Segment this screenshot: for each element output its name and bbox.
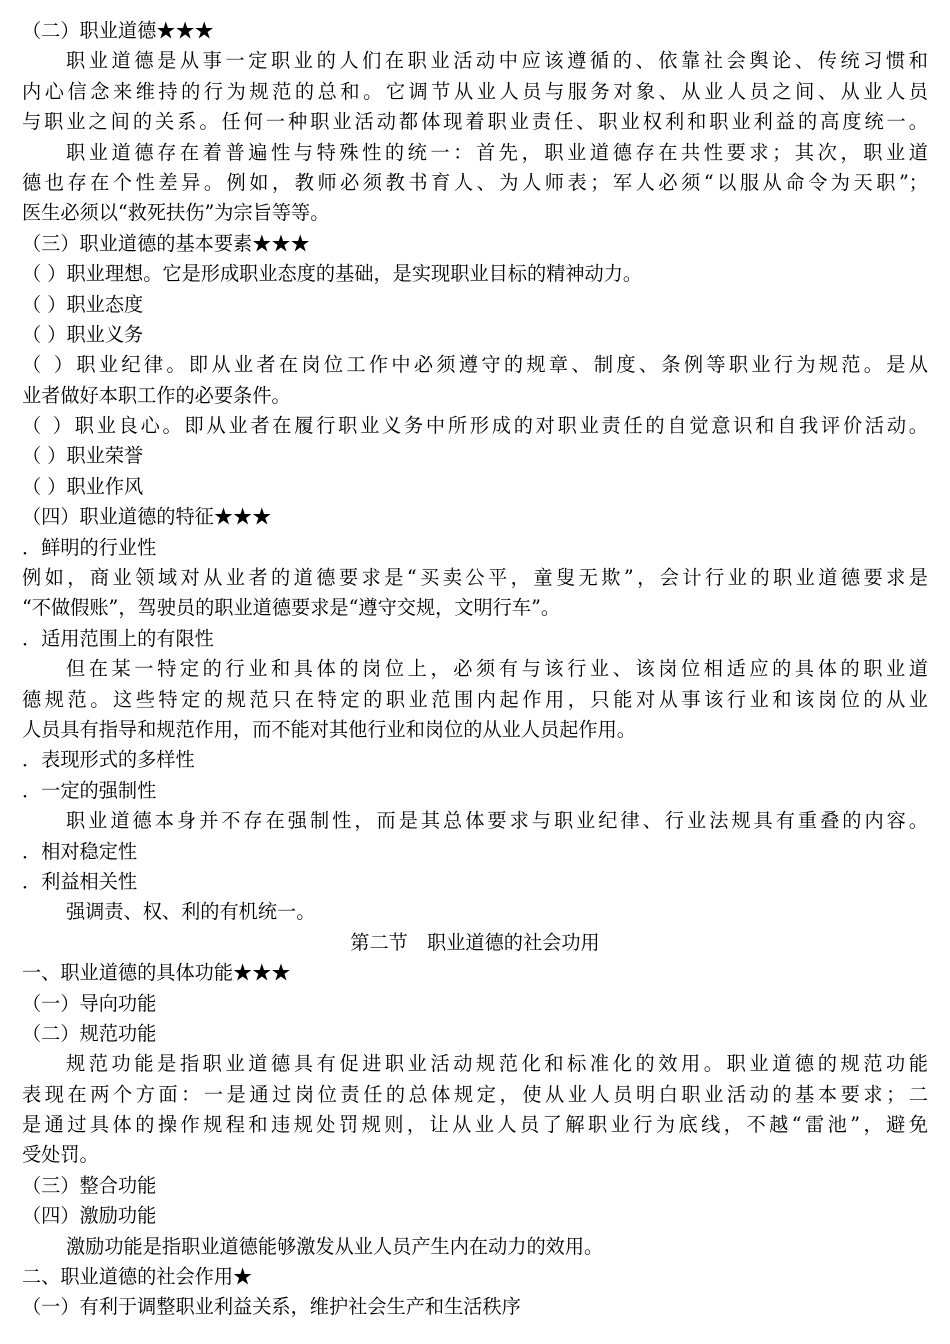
text-line: ．适用范围上的有限性: [22, 626, 214, 650]
text-line: 例如，商业领域对从业者的道德要求是“买卖公平，童叟无欺”，会计行业的职业道德要求是: [22, 566, 928, 590]
text-line: 一、职业道德的具体功能★★★: [22, 961, 291, 985]
text-line: “不做假账”，驾驶员的职业道德要求是“遵守交规，文明行车”。: [22, 596, 561, 620]
text-line: 业者做好本职工作的必要条件。: [22, 383, 291, 407]
text-line: 强调责、权、利的有机统一。: [66, 900, 316, 924]
text-line: 内心信念来维持的行为规范的总和。它调节从业人员与服务对象、从业人员之间、从业人员: [22, 79, 928, 103]
text-line: ．相对稳定性: [22, 839, 138, 863]
text-line: 职业道德本身并不存在强制性，而是其总体要求与职业纪律、行业法规具有重叠的内容。: [66, 809, 928, 833]
text-line: 职业道德是从事一定职业的人们在职业活动中应该遵循的、依靠社会舆论、传统习惯和: [66, 49, 928, 73]
text-line: （一）导向功能: [22, 991, 157, 1015]
text-line: ．表现形式的多样性: [22, 748, 195, 772]
text-line: （ ）职业荣誉: [22, 444, 144, 468]
text-line: 德也存在个性差异。例如，教师必须教书育人、为人师表；军人必须“以服从命令为天职”；: [22, 170, 928, 194]
text-line: 人员具有指导和规范作用，而不能对其他行业和岗位的从业人员起作用。: [22, 717, 636, 741]
text-line: （二）职业道德★★★: [22, 19, 214, 42]
text-line: （ ）职业纪律。即从业者在岗位工作中必须遵守的规章、制度、条例等职业行为规范。是从: [22, 353, 928, 377]
text-line: （ ）职业态度: [22, 292, 144, 316]
text-line: 但在某一特定的行业和具体的岗位上，必须有与该行业、该岗位相适应的具体的职业道: [66, 657, 928, 681]
text-line: （ ）职业作风: [22, 474, 144, 498]
text-line: （ ）职业良心。即从业者在履行职业义务中所形成的对职业责任的自觉意识和自我评价活动。: [22, 414, 928, 438]
text-line: （三）职业道德的基本要素★★★: [22, 231, 310, 255]
text-line: 激励功能是指职业道德能够激发从业人员产生内在动力的效用。: [66, 1234, 604, 1258]
text-line: （三）整合功能: [22, 1173, 157, 1197]
text-line: 规范功能是指职业道德具有促进职业活动规范化和标准化的效用。职业道德的规范功能: [66, 1052, 928, 1076]
text-line: （ ）职业理想。它是形成职业态度的基础，是实现职业目标的精神动力。: [22, 262, 643, 286]
text-line: 医生必须以“救死扶伤”为宗旨等等。: [22, 201, 330, 225]
text-line: ．利益相关性: [22, 869, 138, 893]
text-line: （二）规范功能: [22, 1021, 157, 1045]
text-line: 表现在两个方面：一是通过岗位责任的总体规定，使从业人员明白职业活动的基本要求；二: [22, 1082, 928, 1106]
text-line: ．鲜明的行业性: [22, 535, 157, 559]
text-line: （四）激励功能: [22, 1204, 157, 1228]
text-line: （ ）职业义务: [22, 322, 144, 346]
text-line: 与职业之间的关系。任何一种职业活动都体现着职业责任、职业权利和职业利益的高度统一。: [22, 110, 928, 134]
text-line: 德规范。这些特定的规范只在特定的职业范围内起作用，只能对从事该行业和该岗位的从业: [22, 687, 928, 711]
text-line: 二、职业道德的社会作用★: [22, 1265, 253, 1289]
text-line: 第二节 职业道德的社会功用: [350, 930, 600, 954]
text-line: （一）有利于调整职业利益关系，维护社会生产和生活秩序: [22, 1295, 521, 1319]
text-line: ．一定的强制性: [22, 778, 157, 802]
text-line: 职业道德存在着普遍性与特殊性的统一：首先，职业道德存在共性要求；其次，职业道: [66, 140, 928, 164]
text-line: 是通过具体的操作规程和违规处罚规则，让从业人员了解职业行为底线，不越“雷池”，避免: [22, 1113, 928, 1137]
text-line: （四）职业道德的特征★★★: [22, 505, 272, 529]
text-line: 受处罚。: [22, 1143, 99, 1167]
